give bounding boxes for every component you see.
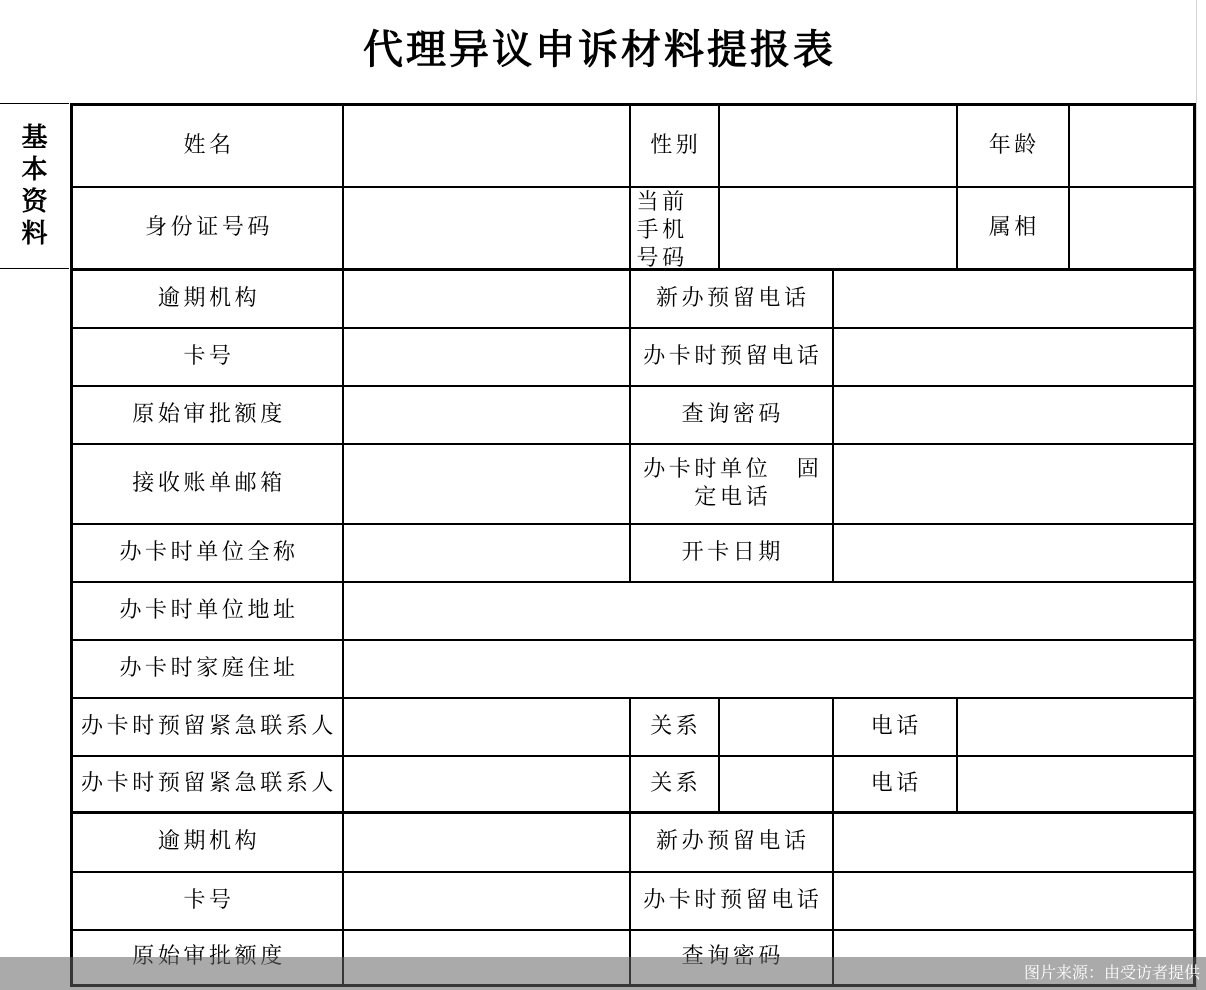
home-address-input-cell[interactable] <box>343 640 1195 698</box>
gender-label: 性别 <box>630 105 719 187</box>
basic-info-section-label: 基本资料 <box>21 123 48 249</box>
current-phone-label-cell <box>630 187 719 270</box>
employer-full-name-input-cell[interactable] <box>343 524 630 582</box>
employer-address-label: 办卡时单位地址 <box>72 582 343 640</box>
original-credit-limit-label: 原始审批额度 <box>72 386 343 444</box>
query-password-label: 查询密码 <box>630 386 833 444</box>
zodiac-label: 属相 <box>957 187 1069 270</box>
billing-email-input-cell[interactable] <box>343 444 630 524</box>
employer-landline-label: 办卡时单位 固定电话 <box>643 456 823 510</box>
card-number-input-cell[interactable] <box>343 872 630 930</box>
basic-info-row <box>72 187 1195 270</box>
billing-email-label: 接收账单邮箱 <box>72 444 343 524</box>
card-info-row <box>72 872 1195 930</box>
card-open-date-label: 开卡日期 <box>630 524 833 582</box>
employer-address-input-cell[interactable] <box>343 582 1195 640</box>
appeal-form-table <box>70 103 1196 987</box>
home-address-label: 办卡时家庭住址 <box>72 640 343 698</box>
overdue-institution-label: 逾期机构 <box>72 813 343 872</box>
emergency-contact-input-cell[interactable] <box>343 698 630 756</box>
card-number-label: 卡号 <box>72 328 343 386</box>
name-input-cell[interactable] <box>343 105 630 187</box>
new-reserved-phone-input-cell[interactable] <box>833 813 1195 872</box>
form-title: 代理异议申诉材料提报表 <box>363 26 836 73</box>
card-info-row <box>72 582 1195 640</box>
gender-input-cell[interactable] <box>719 105 957 187</box>
card-info-row <box>72 270 1195 328</box>
image-credit-caption: 图片来源：由受访者提供 <box>0 957 1206 990</box>
query-password-input-cell[interactable] <box>833 386 1195 444</box>
overdue-institution-label: 逾期机构 <box>72 270 343 328</box>
opening-reserved-phone-label: 办卡时预留电话 <box>630 328 833 386</box>
card-info-row <box>72 328 1195 386</box>
id-number-input-cell[interactable] <box>343 187 630 270</box>
id-number-label: 身份证号码 <box>72 187 343 270</box>
card-info-row <box>72 444 1195 524</box>
emergency-contact-label: 办卡时预留紧急联系人 <box>72 756 343 813</box>
overdue-institution-input-cell[interactable] <box>343 270 630 328</box>
emergency-phone-input-cell[interactable] <box>957 756 1195 813</box>
original-credit-limit-input-cell[interactable] <box>343 386 630 444</box>
card-number-label: 卡号 <box>72 872 343 930</box>
employer-landline-input-cell[interactable] <box>833 444 1195 524</box>
card-info-row <box>72 813 1195 872</box>
age-input-cell[interactable] <box>1069 105 1195 187</box>
name-label: 姓名 <box>72 105 343 187</box>
opening-reserved-phone-input-cell[interactable] <box>833 328 1195 386</box>
basic-info-row <box>72 105 1195 187</box>
card-open-date-input-cell[interactable] <box>833 524 1195 582</box>
opening-reserved-phone-input-cell[interactable] <box>833 872 1195 930</box>
age-label: 年龄 <box>957 105 1069 187</box>
emergency-contact-input-cell[interactable] <box>343 756 630 813</box>
emergency-contact-label: 办卡时预留紧急联系人 <box>72 698 343 756</box>
emergency-contact-row <box>72 698 1195 756</box>
emergency-contact-row <box>72 756 1195 813</box>
emergency-relation-label: 关系 <box>630 756 719 813</box>
form-body <box>72 105 1195 986</box>
opening-reserved-phone-label: 办卡时预留电话 <box>630 872 833 930</box>
emergency-phone-label: 电话 <box>833 698 957 756</box>
emergency-relation-label: 关系 <box>630 698 719 756</box>
new-reserved-phone-label: 新办预留电话 <box>630 270 833 328</box>
emergency-relation-input-cell[interactable] <box>719 698 833 756</box>
new-reserved-phone-label: 新办预留电话 <box>630 813 833 872</box>
zodiac-input-cell[interactable] <box>1069 187 1195 270</box>
new-reserved-phone-input-cell[interactable] <box>833 270 1195 328</box>
card-info-row <box>72 524 1195 582</box>
current-phone-label: 当前手机号码 <box>636 189 688 267</box>
card-info-row <box>72 640 1195 698</box>
sheet-gridline <box>1196 0 1197 990</box>
emergency-phone-label: 电话 <box>833 756 957 813</box>
card-number-input-cell[interactable] <box>343 328 630 386</box>
current-phone-input-cell[interactable] <box>719 187 957 270</box>
employer-full-name-label: 办卡时单位全称 <box>72 524 343 582</box>
overdue-institution-input-cell[interactable] <box>343 813 630 872</box>
emergency-relation-input-cell[interactable] <box>719 756 833 813</box>
emergency-phone-input-cell[interactable] <box>957 698 1195 756</box>
card-info-row <box>72 386 1195 444</box>
basic-info-section-cell[interactable] <box>0 103 69 269</box>
employer-landline-label-cell <box>630 444 833 524</box>
